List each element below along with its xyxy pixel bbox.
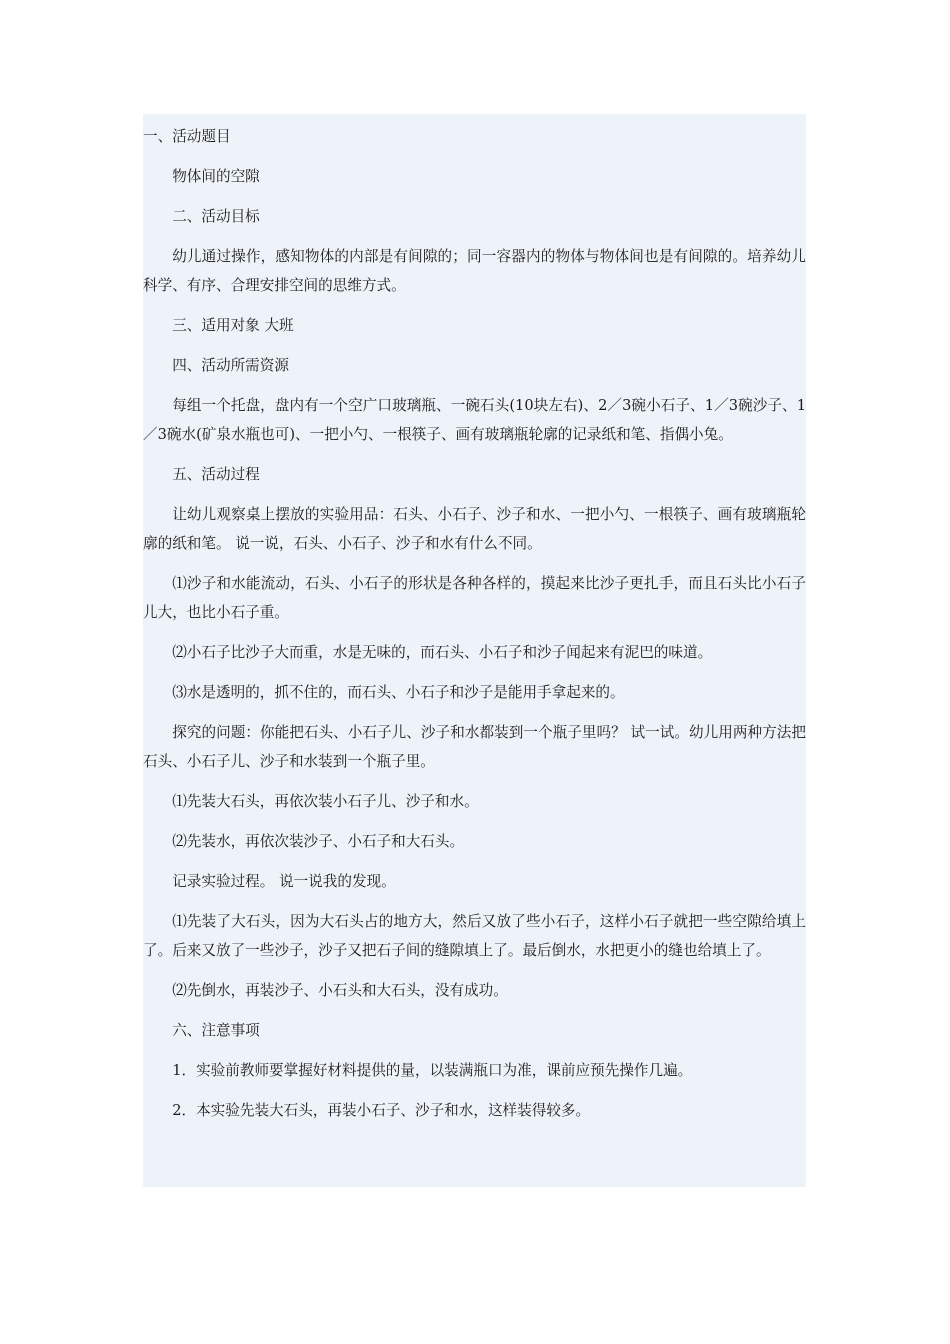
heading-activity-goals: 二、活动目标 <box>172 208 260 225</box>
heading-target-audience: 三、适用对象 大班 <box>172 317 294 334</box>
heading-resources: 四、活动所需资源 <box>172 357 289 374</box>
observation-item-3: ⑶水是透明的，抓不住的，而石头、小石子和沙子是能用手拿起来的。 <box>172 684 625 701</box>
process-intro-text: 让幼儿观察桌上摆放的实验用品：石头、小石子、沙子和水、一把小勺、一根筷子、画有玻璃瓶轮廓的纸和笔。 说一说，石头、小石子、沙子和水有什么不同。 <box>143 506 806 552</box>
observation-item-1: ⑴沙子和水能流动，石头、小石子的形状是各种各样的，摸起来比沙子更扎手，而且石头比小石子儿大，也比小石子重。 <box>143 575 806 621</box>
method-item-1: ⑴先装大石头，再依次装小石子儿、沙子和水。 <box>172 793 479 810</box>
heading-notes: 六、注意事项 <box>172 1022 260 1039</box>
inquiry-question-text: 探究的问题：你能把石头、小石子儿、沙子和水都装到一个瓶子里吗？ 试一试。幼儿用两种方法把石头、小石子儿、沙子和水装到一个瓶子里。 <box>143 724 806 770</box>
activity-title-text: 物体间的空隙 <box>172 168 260 185</box>
resources-text: 每组一个托盘，盘内有一个空广口玻璃瓶、一碗石头(10块左右)、2／3碗小石子、1／3碗沙子、1／3碗水(矿泉水瓶也可)、一把小勺、一根筷子、画有玻璃瓶轮廓的记录纸和笔、指偶小兔。 <box>143 397 806 443</box>
finding-item-2: ⑵先倒水，再装沙子、小石头和大石头，没有成功。 <box>172 982 508 999</box>
note-item-2: 2．本实验先装大石头，再装小石子、沙子和水，这样装得较多。 <box>172 1102 591 1119</box>
heading-activity-process: 五、活动过程 <box>172 466 260 483</box>
activity-goals-text: 幼儿通过操作，感知物体的内部是有间隙的；同一容器内的物体与物体间也是有间隙的。培养幼儿科学、有序、合理安排空间的思维方式。 <box>143 248 806 294</box>
method-item-2: ⑵先装水，再依次装沙子、小石子和大石头。 <box>172 833 465 850</box>
finding-item-1: ⑴先装了大石头，因为大石头占的地方大，然后又放了些小石子，这样小石子就把一些空隙给填上了。后来又放了一些沙子，沙子又把石子间的缝隙填上了。最后倒水，水把更小的缝也给填上了。 <box>143 913 806 959</box>
note-item-1: 1．实验前教师要掌握好材料提供的量，以装满瓶口为准，课前应预先操作几遍。 <box>172 1062 693 1079</box>
heading-activity-title: 一、活动题目 <box>143 128 231 145</box>
document-body <box>143 122 806 1136</box>
record-process-text: 记录实验过程。 说一说我的发现。 <box>172 873 396 890</box>
observation-item-2: ⑵小石子比沙子大而重，水是无味的，而石头、小石子和沙子闻起来有泥巴的味道。 <box>172 644 713 661</box>
